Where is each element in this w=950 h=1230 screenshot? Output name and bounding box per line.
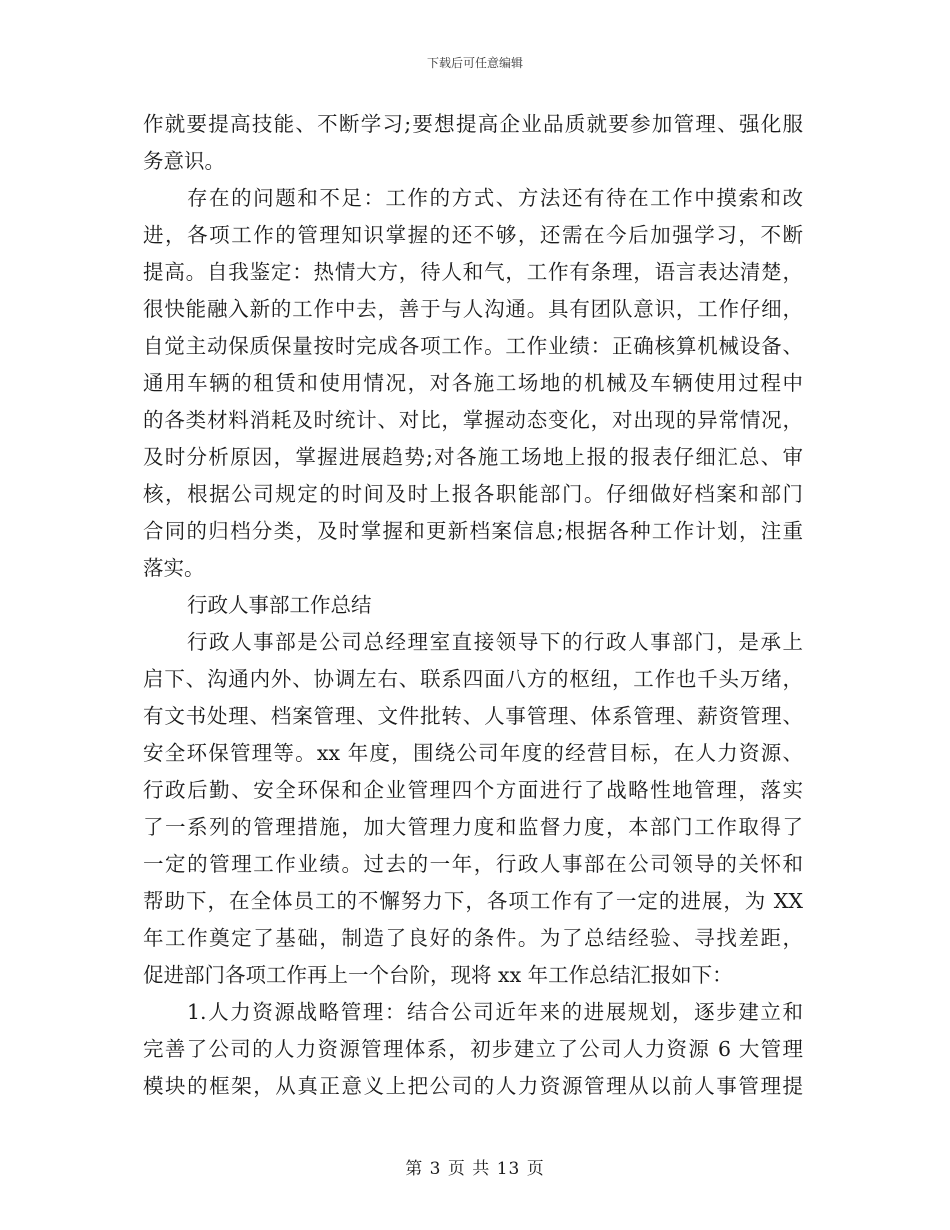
text-line: 合同的归档分类，及时掌握和更新档案信息;根据各种工作计划，注重 bbox=[143, 519, 803, 543]
text-line: 完善了公司的人力资源管理体系，初步建立了公司人力资源 6 大管理 bbox=[143, 1037, 803, 1061]
text-line: 帮助下，在全体员工的不懈努力下，各项工作有了一定的进展，为 XX bbox=[143, 889, 803, 913]
text-line: 行政人事部工作总结 bbox=[187, 593, 372, 617]
text-line: 了一系列的管理措施，加大管理力度和监督力度，本部门工作取得了 bbox=[143, 815, 803, 839]
text-line: 一定的管理工作业绩。过去的一年，行政人事部在公司领导的关怀和 bbox=[143, 852, 803, 876]
text-line: 安全环保管理等。xx 年度，围绕公司年度的经营目标，在人力资源、 bbox=[143, 741, 803, 765]
text-line: 作就要提高技能、不断学习;要想提高企业品质就要参加管理、强化服 bbox=[143, 112, 803, 136]
text-line: 启下、沟通内外、协调左右、联系四面八方的枢纽，工作也千头万绪， bbox=[143, 667, 803, 691]
text-line: 落实。 bbox=[143, 556, 205, 580]
text-line: 及时分析原因，掌握进展趋势;对各施工场地上报的报表仔细汇总、审 bbox=[143, 445, 803, 469]
page-header-note: 下载后可任意编辑 bbox=[426, 56, 523, 70]
page-number-footer: 第 3 页 共 13 页 bbox=[405, 1159, 545, 1179]
text-line: 核，根据公司规定的时间及时上报各职能部门。仔细做好档案和部门 bbox=[143, 482, 803, 506]
text-line: 模块的框架，从真正意义上把公司的人力资源管理从以前人事管理提 bbox=[143, 1074, 803, 1098]
text-line: 行政人事部是公司总经理室直接领导下的行政人事部门，是承上 bbox=[187, 630, 803, 654]
text-line: 存在的问题和不足：工作的方式、方法还有待在工作中摸索和改 bbox=[187, 186, 803, 210]
text-line: 进，各项工作的管理知识掌握的还不够，还需在今后加强学习，不断 bbox=[143, 223, 803, 247]
text-line: 1.人力资源战略管理：结合公司近年来的进展规划，逐步建立和 bbox=[187, 1000, 803, 1024]
text-line: 年工作奠定了基础，制造了良好的条件。为了总结经验、寻找差距， bbox=[143, 926, 803, 950]
text-line: 促进部门各项工作再上一个台阶，现将 xx 年工作总结汇报如下： bbox=[143, 963, 733, 987]
document-body bbox=[143, 106, 803, 1105]
text-line: 有文书处理、档案管理、文件批转、人事管理、体系管理、薪资管理、 bbox=[143, 704, 803, 728]
text-line: 通用车辆的租赁和使用情况，对各施工场地的机械及车辆使用过程中 bbox=[143, 371, 803, 395]
text-line: 自觉主动保质保量按时完成各项工作。工作业绩：正确核算机械设备、 bbox=[143, 334, 803, 358]
text-line: 的各类材料消耗及时统计、对比，掌握动态变化，对出现的异常情况， bbox=[143, 408, 803, 432]
text-line: 务意识。 bbox=[143, 149, 225, 173]
text-line: 很快能融入新的工作中去，善于与人沟通。具有团队意识，工作仔细， bbox=[143, 297, 803, 321]
text-line: 提高。自我鉴定：热情大方，待人和气，工作有条理，语言表达清楚， bbox=[143, 260, 803, 284]
text-line: 行政后勤、安全环保和企业管理四个方面进行了战略性地管理，落实 bbox=[143, 778, 803, 802]
